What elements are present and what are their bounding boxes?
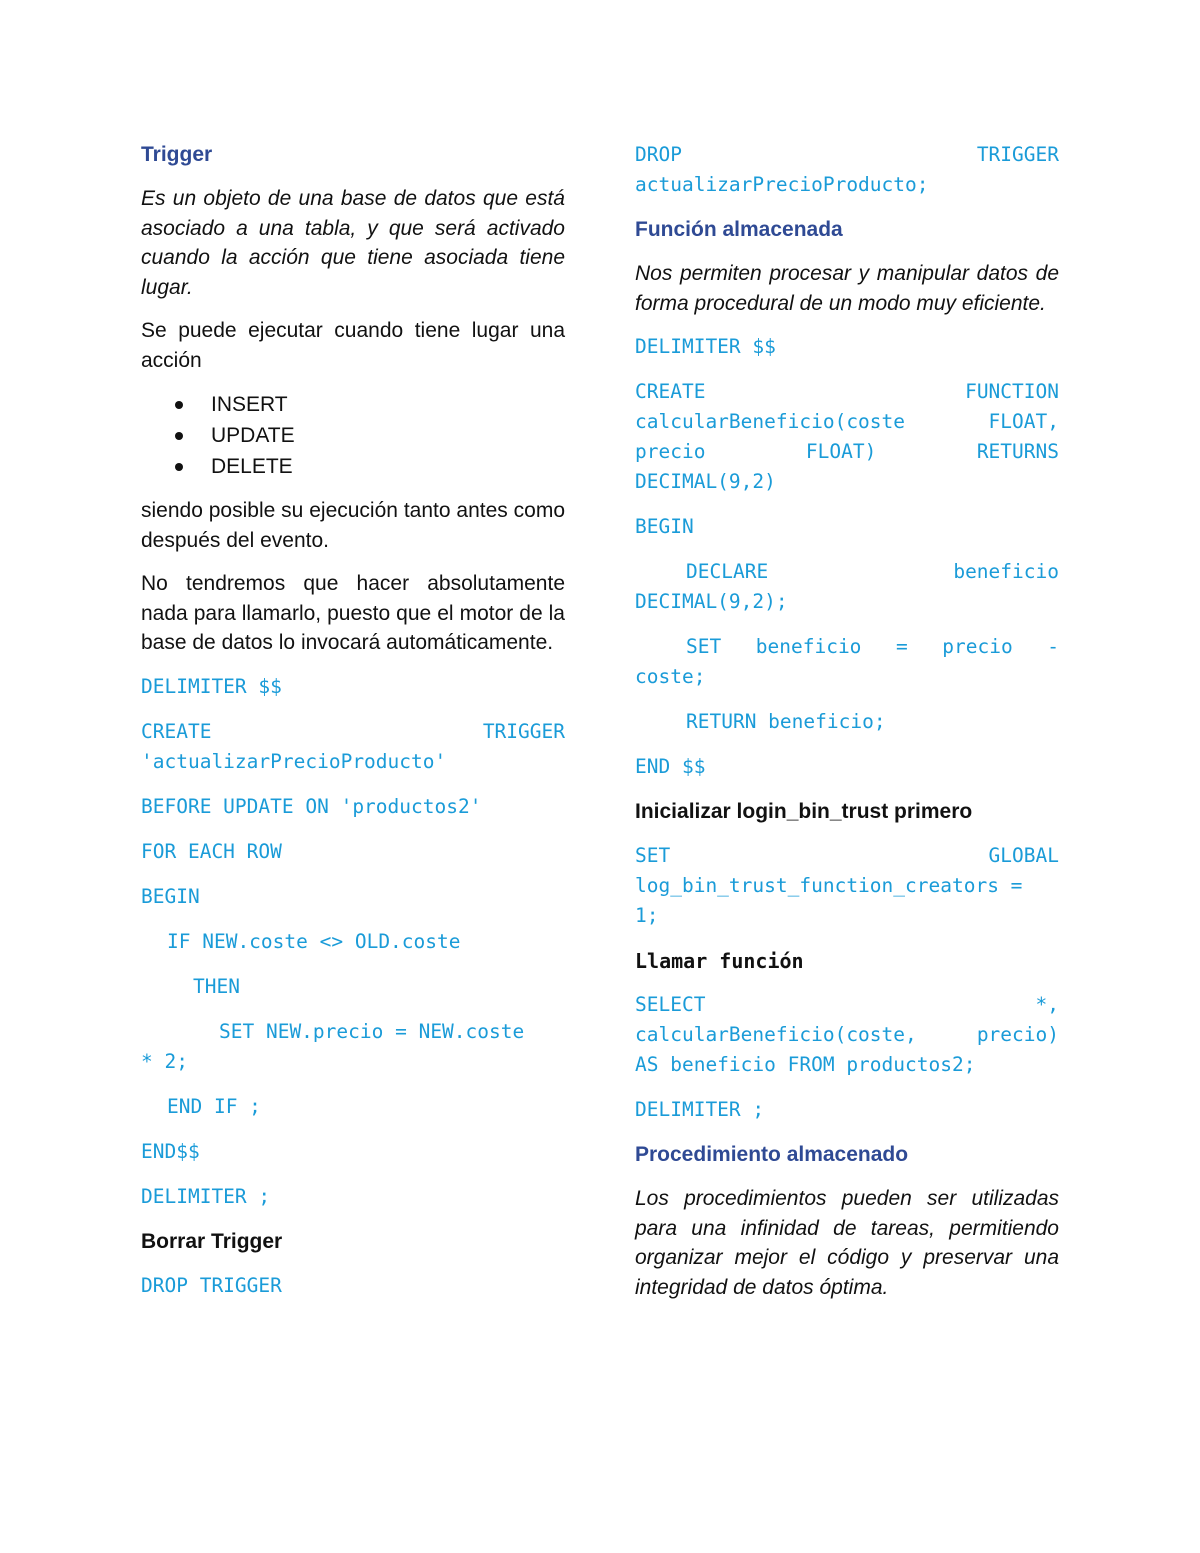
func-heading: Función almacenada [635,218,843,241]
drop-heading: Borrar Trigger [141,1229,283,1253]
code-delimiter-end: DELIMITER ; [141,1184,271,1208]
trigger-definition: Es un objeto de una base de datos que está asociado a una tabla, y que será activado cuando la acción que tiene asociada tiene lugar. [141,187,565,299]
proc-heading: Procedimiento almacenado [635,1143,909,1166]
code-then: THEN [193,974,240,998]
bullet-icon [175,463,183,471]
func-definition: Nos permiten procesar y manipular datos de forma procedural de un modo muy eficiente. [635,262,1059,315]
code-create-function: CREATE FUNCTION calcularBeneficio(coste FLOAT, precio FLOAT) RETURNS DECIMAL(9,2) [635,380,1059,493]
code-delimiter: DELIMITER $$ [635,335,776,358]
actions-list [141,389,565,482]
trigger-heading: Trigger [141,143,213,166]
drop-trigger-code: DROP TRIGGER actualizarPrecioProducto; [635,143,1059,196]
code-for-each: FOR EACH ROW [141,839,282,863]
proc-definition: Los procedimientos pueden ser utilizadas para una infinidad de tareas, permitiendo organizar mejor el código y preservar una integridad de datos óptima. [635,1187,1059,1299]
code-begin: BEGIN [141,884,200,908]
bullet-icon [175,432,183,440]
code-delimiter-end: DELIMITER ; [635,1098,765,1121]
init-heading: Inicializar login_bin_trust primero [635,800,973,823]
drop-code: DROP TRIGGER [141,1273,282,1297]
code-delimiter: DELIMITER $$ [141,674,282,698]
bullet-icon [175,401,183,409]
exec-text: Se puede ejecutar cuando tiene lugar una acción [141,319,565,372]
code-if: IF NEW.coste <> OLD.coste [167,929,461,953]
code-end: END $$ [635,755,706,778]
right-column [635,140,1059,1316]
timing-text: siendo posible su ejecución tanto antes como después del evento. [141,499,565,552]
code-declare: DECLARE beneficio DECIMAL(9,2); [635,560,1059,613]
code-end: END$$ [141,1139,200,1163]
code-end-if: END IF ; [167,1094,261,1118]
code-begin: BEGIN [635,515,694,538]
auto-text: No tendremos que hacer absolutamente nada para llamarlo, puesto que el motor de la base de datos lo invocará automáticamente. [141,572,565,654]
left-column [141,140,565,1316]
code-global: SET GLOBAL log_bin_trust_function_creators = 1; [635,844,1059,927]
code-before-update: BEFORE UPDATE ON 'productos2' [141,794,482,818]
code-return: RETURN beneficio; [686,710,886,733]
code-select: SELECT *, calcularBeneficio(coste, precio) AS beneficio FROM productos2; [635,993,1059,1076]
list-item: UPDATE [211,420,565,451]
code-create-trigger: CREATE TRIGGER 'actualizarPrecioProducto' [141,719,565,773]
call-heading: Llamar función [635,949,804,973]
list-item: DELETE [211,451,565,482]
list-item: INSERT [211,389,565,420]
code-set: SET NEW.precio = NEW.coste * 2; [141,1019,525,1073]
code-set: SET beneficio = precio - coste; [635,635,1059,688]
